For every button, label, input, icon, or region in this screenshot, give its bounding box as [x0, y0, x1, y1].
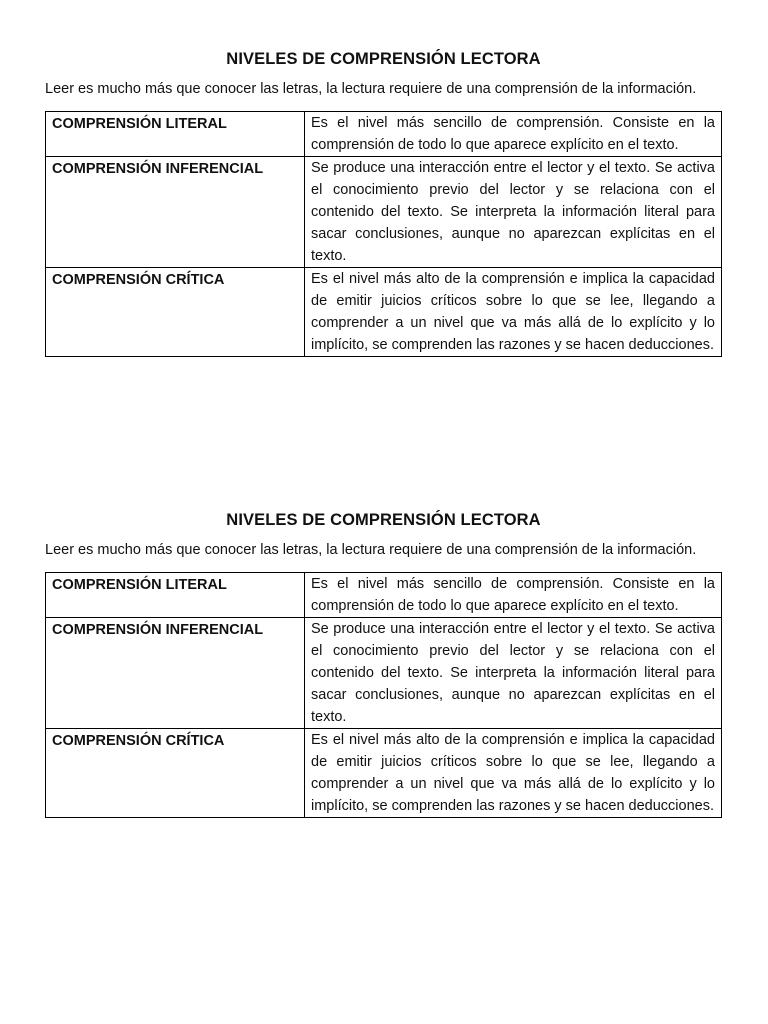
level-definition: Es el nivel más sencillo de comprensión. Consiste en la comprensión de todo lo que aparece explícito en el texto.	[305, 573, 722, 618]
reading-levels-section	[45, 48, 722, 357]
level-definition: Es el nivel más alto de la comprensión e implica la capacidad de emitir juicios críticos sobre lo que se lee, llegando a comprender a un nivel que va más allá de lo explícito y lo implícito, se comprenden las razones y se hacen deducciones.	[305, 729, 722, 818]
level-term-cell	[46, 268, 305, 357]
table-row	[46, 729, 722, 818]
table-row	[46, 618, 722, 729]
intro-paragraph: Leer es mucho más que conocer las letras, la lectura requiere de una comprensión de la información.	[45, 542, 697, 558]
comprehension-levels-table	[45, 111, 722, 357]
level-term: COMPRENSIÓN INFERENCIAL	[52, 622, 264, 638]
table-row	[46, 157, 722, 268]
page-title: NIVELES DE COMPRENSIÓN LECTORA	[226, 511, 541, 529]
level-definition: Es el nivel más alto de la comprensión e implica la capacidad de emitir juicios críticos sobre lo que se lee, llegando a comprender a un nivel que va más allá de lo explícito y lo implícito, se comprenden las razones y se hacen deducciones.	[305, 268, 722, 357]
comprehension-levels-table	[45, 572, 722, 818]
level-definition: Se produce una interacción entre el lector y el texto. Se activa el conocimiento previo del lector y se relaciona con el contenido del texto. Se interpreta la información literal para sacar conclusiones, aunque no aparezcan explícitas en el texto.	[305, 157, 722, 268]
level-term-cell	[46, 573, 305, 618]
table-row	[46, 268, 722, 357]
level-term: COMPRENSIÓN LITERAL	[52, 116, 227, 132]
reading-levels-section	[45, 509, 722, 818]
table-row	[46, 573, 722, 618]
level-term-cell	[46, 157, 305, 268]
table-row	[46, 112, 722, 157]
level-term-cell	[46, 729, 305, 818]
intro-paragraph: Leer es mucho más que conocer las letras, la lectura requiere de una comprensión de la información.	[45, 81, 697, 97]
level-term: COMPRENSIÓN CRÍTICA	[52, 272, 225, 288]
level-definition: Se produce una interacción entre el lector y el texto. Se activa el conocimiento previo del lector y se relaciona con el contenido del texto. Se interpreta la información literal para sacar conclusiones, aunque no aparezcan explícitas en el texto.	[305, 618, 722, 729]
level-term-cell	[46, 112, 305, 157]
page-title: NIVELES DE COMPRENSIÓN LECTORA	[226, 50, 541, 68]
level-term-cell	[46, 618, 305, 729]
level-term: COMPRENSIÓN INFERENCIAL	[52, 161, 264, 177]
level-definition: Es el nivel más sencillo de comprensión. Consiste en la comprensión de todo lo que aparece explícito en el texto.	[305, 112, 722, 157]
level-term: COMPRENSIÓN LITERAL	[52, 577, 227, 593]
level-term: COMPRENSIÓN CRÍTICA	[52, 733, 225, 749]
